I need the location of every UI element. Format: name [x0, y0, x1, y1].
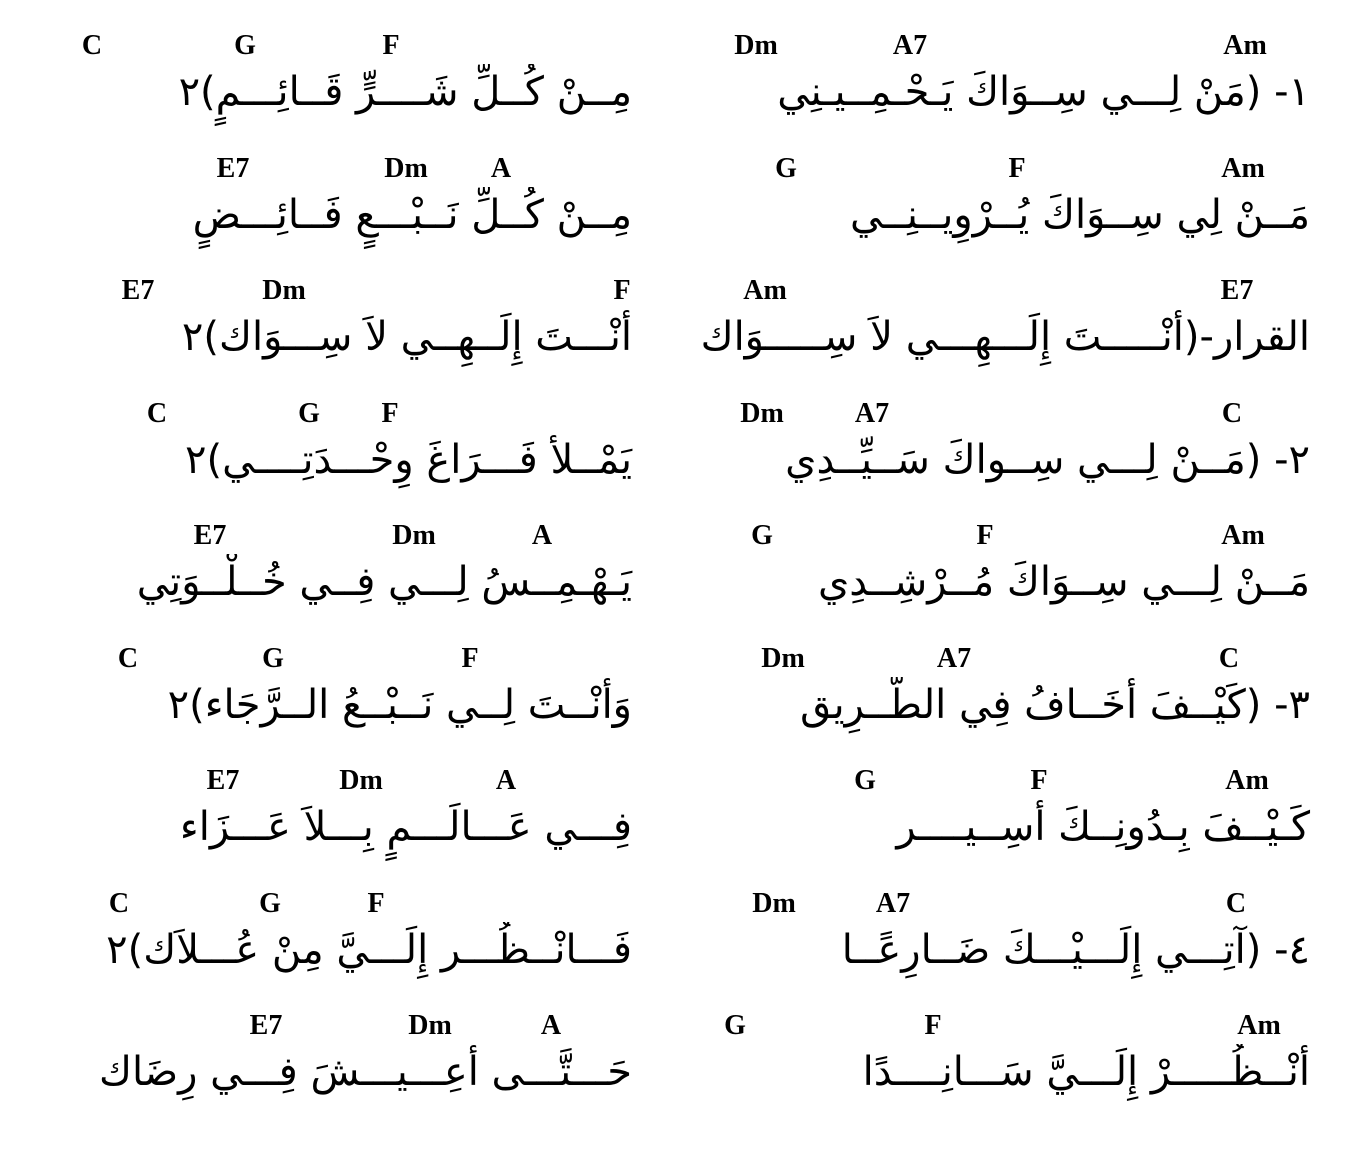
lyric-line: كَـيْــفَ بِـدُونِــكَ أَسِــيــــر	[896, 804, 1310, 850]
chord: G	[259, 887, 281, 919]
chord-line	[18, 633, 638, 677]
chord: F	[1008, 152, 1026, 184]
chord: G	[298, 397, 320, 429]
chord: E7	[249, 1010, 283, 1041]
chord-line	[18, 878, 638, 922]
chord: A	[490, 152, 512, 184]
chord: Dm	[408, 1010, 452, 1041]
verse-block	[690, 633, 1320, 756]
chord: Am	[1221, 520, 1265, 551]
chord: F	[976, 520, 994, 551]
chord: Dm	[262, 275, 306, 306]
chord-line	[18, 510, 638, 554]
verse-block	[690, 143, 1320, 266]
chord-line	[690, 1000, 1320, 1044]
chorus-block	[690, 265, 1320, 388]
chord: F	[613, 275, 631, 306]
chord: G	[775, 152, 797, 184]
left-column	[18, 20, 638, 1123]
chord: F	[1030, 765, 1048, 796]
verse-block	[690, 20, 1320, 143]
verse-block	[690, 510, 1320, 633]
chord: G	[751, 520, 773, 551]
lyric-line: مِــنْ كُــلِّ نَــبْـــعٍ فَــائِـــضٍ	[192, 191, 632, 238]
chord: C	[1218, 642, 1240, 674]
chord: G	[262, 642, 284, 674]
lyric-line: مَــنْ لِي سِــوَاكَ يُــرْوِيــنِــي	[849, 191, 1310, 238]
lyric-line: حَـــتَّـــى أَعِـــيـــشَ فِـــي رِضَاك	[98, 1049, 632, 1095]
lyric-line: أُنْــظُـــــرْ إِلَـــيَّ سَـــانِــــدًا	[862, 1049, 1310, 1095]
verse-block	[18, 143, 638, 266]
chord: E7	[216, 152, 250, 184]
chord: Dm	[761, 642, 805, 674]
lyric-line: القرار-(أَنْـــــتَ إِلَـــهِـــي لاَ سِـــــوَاك	[700, 314, 1310, 360]
chord: A	[495, 765, 517, 796]
verse-block	[18, 510, 638, 633]
chord-line	[18, 265, 638, 309]
verse-block	[18, 1000, 638, 1123]
chord-line	[690, 388, 1320, 432]
chord-line	[18, 755, 638, 799]
chord: E7	[1220, 275, 1254, 306]
chord: C	[146, 397, 168, 429]
chord: Dm	[384, 152, 428, 184]
chord: F	[924, 1010, 942, 1041]
chord: G	[724, 1010, 746, 1041]
chord: Am	[1237, 1010, 1281, 1041]
lyric-line: مَــنْ لِـــي سِــوَاكَ مُــرْشِــدِي	[817, 559, 1310, 605]
chord: A7	[936, 642, 972, 674]
verse-block	[690, 388, 1320, 511]
lyric-line: فِـــي عَـــالَـــمٍ بِـــلاَ عَـــزَاء	[179, 804, 632, 850]
chord-line	[18, 1000, 638, 1044]
lyric-line: ٢- (مَــنْ لِـــي سِــواكَ سَــيِّــدِي	[785, 436, 1310, 483]
chord: Am	[1221, 152, 1265, 184]
verse-block	[18, 878, 638, 1001]
lyric-line: ٤- (آتِـــي إِلَـــيْـــكَ ضَــارِعًــا	[841, 926, 1310, 973]
verse-block	[18, 633, 638, 756]
chord: A7	[854, 397, 890, 429]
lyric-line: أَنْـــتَ إِلَــهِــي لاَ سِـــوَاك)٢	[181, 314, 632, 360]
chord-line	[690, 755, 1320, 799]
chord: F	[381, 397, 399, 429]
lyric-line: ٣- (كَيْــفَ أَخَــافُ فِي الطَّــرِيق	[800, 681, 1310, 728]
chord: Dm	[740, 397, 784, 429]
chord: F	[382, 30, 400, 61]
chord: Am	[743, 275, 787, 306]
chord: C	[1221, 397, 1243, 429]
lyric-line: فَـــانْــظُـــر إِلَـــيَّ مِنْ عُـــلاَك)٢	[106, 926, 632, 973]
verse-block	[690, 1000, 1320, 1123]
verse-block	[690, 878, 1320, 1001]
chorus-block	[18, 265, 638, 388]
chord: C	[117, 642, 139, 674]
chord: G	[854, 765, 876, 796]
chord: A7	[875, 887, 911, 919]
chord: E7	[206, 765, 240, 796]
chord-line	[18, 388, 638, 432]
chord-line	[18, 143, 638, 187]
chord: A	[540, 1010, 562, 1041]
lyric-line: مِــنْ كُــلِّ شَــــرٍّ قَــائِـــمٍ)٢	[178, 69, 632, 115]
chord: Am	[1225, 765, 1269, 796]
chord: E7	[193, 520, 227, 551]
chord-line	[690, 633, 1320, 677]
chord-line	[690, 510, 1320, 554]
chord: Am	[1223, 30, 1267, 61]
chord: G	[234, 30, 256, 61]
verse-block	[690, 755, 1320, 878]
chord: E7	[121, 275, 155, 306]
chord: C	[81, 30, 103, 61]
chord: F	[461, 642, 479, 674]
chord-line	[690, 265, 1320, 309]
lyric-line: وَأَنْــتَ لِــي نَــبْــعُ الــرَّجَاء)٢	[167, 681, 632, 728]
lyric-line: ١- (مَنْ لِـــي سِــوَاكَ يَـحْـمِــيـنِي	[777, 69, 1310, 115]
chord-line	[690, 878, 1320, 922]
right-column	[690, 20, 1320, 1123]
lyric-line: يَمْــلأ فَـــرَاغَ وِحْـــدَتِــــي)٢	[185, 436, 632, 483]
verse-block	[18, 20, 638, 143]
chord: C	[108, 887, 130, 919]
chord: C	[1225, 887, 1247, 919]
chord-line	[690, 143, 1320, 187]
chord: A	[531, 520, 553, 551]
lyric-line: يَـهْـمِــسُ لِـــي فِــي خُــلْــوَتِي	[136, 559, 632, 605]
verse-block	[18, 755, 638, 878]
chord: Dm	[734, 30, 778, 61]
chord-line	[18, 20, 638, 64]
verse-block	[18, 388, 638, 511]
chord: Dm	[339, 765, 383, 796]
chord: Dm	[392, 520, 436, 551]
chord: F	[367, 887, 385, 919]
chord: Dm	[752, 887, 796, 919]
chord-line	[690, 20, 1320, 64]
chord: A7	[892, 30, 928, 61]
